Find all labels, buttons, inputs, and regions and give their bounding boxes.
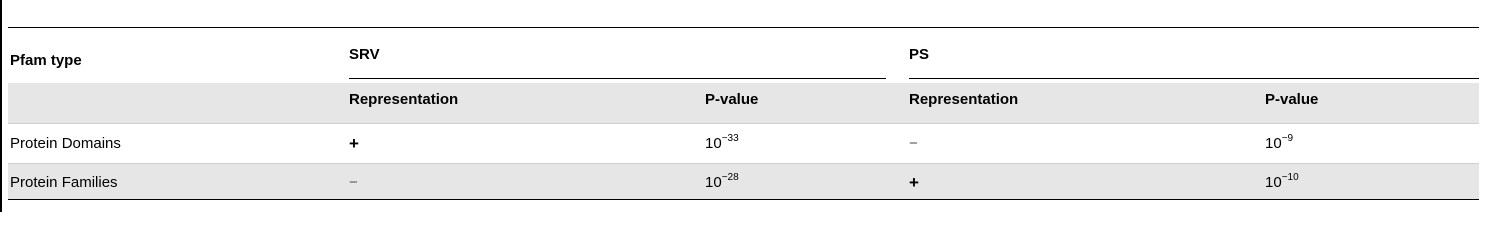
header-group-ps: PS: [909, 46, 930, 63]
subheader-srv-representation: Representation: [349, 91, 459, 108]
pvalue-exponent: −33: [721, 133, 739, 144]
pvalue-base: 10: [705, 174, 722, 191]
header-group-srv: SRV: [349, 46, 380, 63]
ps-span-rule: [909, 78, 1479, 79]
pvalue-exponent: −28: [721, 172, 739, 183]
pvalue-exponent: −10: [1281, 172, 1299, 183]
srv-pvalue: [705, 174, 739, 192]
subheader-ps-representation: Representation: [909, 91, 1019, 108]
ps-representation-value: +: [909, 173, 919, 192]
srv-pvalue: [705, 135, 739, 153]
table-left-border: [0, 0, 2, 212]
subheader-srv-pvalue: P-value: [705, 91, 759, 108]
pvalue-exponent: −9: [1281, 133, 1294, 144]
subheader-ps-pvalue: P-value: [1265, 91, 1319, 108]
srv-span-rule: [349, 78, 886, 79]
srv-representation-value: −: [349, 174, 358, 191]
pvalue-base: 10: [705, 135, 722, 152]
ps-representation-value: −: [909, 135, 918, 152]
pvalue-base: 10: [1265, 174, 1282, 191]
ps-pvalue: [1265, 135, 1293, 153]
row-label: Protein Families: [10, 174, 118, 191]
header-bottom-rule: [8, 123, 1479, 124]
table-bottom-rule: [8, 199, 1479, 200]
row-label: Protein Domains: [10, 135, 121, 152]
ps-pvalue: [1265, 174, 1299, 192]
pvalue-base: 10: [1265, 135, 1282, 152]
table-top-rule: [8, 27, 1479, 28]
header-pfam-type: Pfam type: [10, 52, 82, 69]
srv-representation-value: +: [349, 134, 359, 153]
row-band: [8, 164, 1479, 199]
